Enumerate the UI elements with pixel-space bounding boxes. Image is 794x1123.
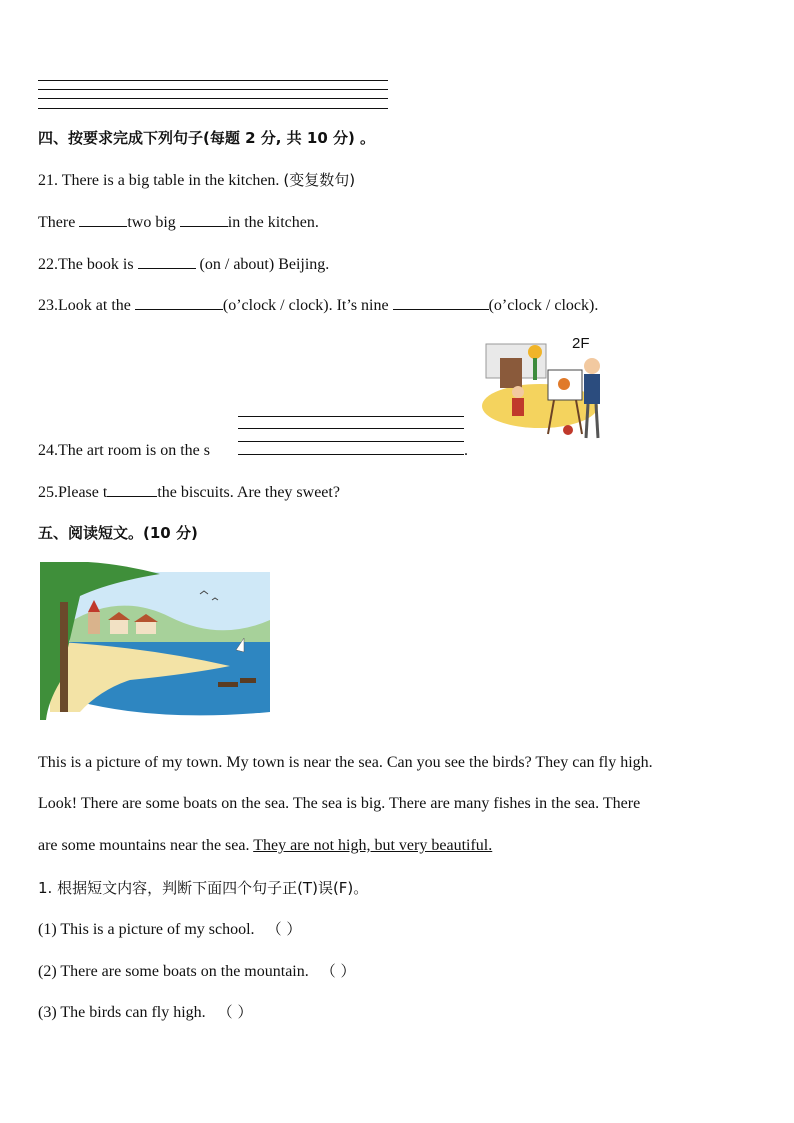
answer-text: There — [38, 214, 80, 231]
question-21-number: 21 — [38, 172, 54, 189]
writing-line — [38, 98, 388, 99]
writing-line — [238, 416, 464, 417]
question-text: 23.Look at the — [38, 297, 135, 314]
answer-text: two big — [127, 214, 180, 231]
writing-line — [38, 108, 388, 109]
task-instruction — [38, 878, 368, 899]
task-text: 1. 根据短文内容，判断下面四个句子正(T)误(F)。 — [38, 879, 369, 897]
underlined-sentence: They are not high, but very beautiful. — [253, 837, 493, 854]
answer-text: in the kitchen. — [227, 214, 319, 231]
writing-line — [38, 89, 388, 90]
question-text: (o’clock / clock). — [488, 297, 599, 314]
answer-blank[interactable] — [393, 295, 489, 310]
writing-line — [238, 454, 464, 455]
question-text: the biscuits. Are they sweet? — [157, 484, 340, 501]
answer-blank[interactable] — [135, 295, 223, 310]
answer-parentheses[interactable]: （ ） — [217, 1003, 253, 1021]
item-text: (2) There are some boats on the mountain. — [38, 963, 309, 980]
art-room-illustration — [478, 334, 612, 454]
question-21 — [38, 170, 355, 191]
answer-parentheses[interactable]: （ ） — [320, 962, 356, 980]
question-21-hint: (变复数句) — [283, 171, 356, 189]
true-false-item — [38, 961, 356, 982]
answer-blank[interactable] — [79, 212, 127, 227]
passage-line — [38, 836, 492, 856]
town-seaside-illustration — [40, 562, 278, 724]
passage-line: This is a picture of my town. My town is near the sea. Can you see the birds? They can fly high. — [38, 754, 653, 771]
true-false-item — [38, 1002, 252, 1023]
section4-title: 四、按要求完成下列句子(每题 2 分, 共 10 分) 。 — [38, 129, 376, 147]
question-21-answer — [38, 212, 319, 233]
question-text: 24.The art room is on the s — [38, 442, 210, 459]
question-24-end: . — [464, 442, 468, 459]
answer-blank[interactable] — [107, 482, 157, 497]
answer-blank[interactable] — [138, 254, 196, 269]
item-text: (3) The birds can fly high. — [38, 1004, 206, 1021]
question-23 — [38, 295, 598, 316]
item-text: (1) This is a picture of my school. — [38, 921, 255, 938]
writing-line — [238, 428, 464, 429]
question-25 — [38, 482, 340, 503]
passage-line: Look! There are some boats on the sea. The sea is big. There are many fishes in the sea. There — [38, 795, 641, 812]
question-text: 22.The book is — [38, 256, 138, 273]
floor-label: 2F — [572, 335, 590, 352]
question-21-text: . There is a big table in the kitchen. — [54, 172, 284, 189]
section5-title: 五、阅读短文。(10 分) — [38, 524, 198, 542]
question-22 — [38, 254, 329, 275]
true-false-item — [38, 919, 301, 940]
answer-parentheses[interactable]: （ ） — [266, 920, 302, 938]
question-24 — [38, 441, 210, 461]
writing-line — [38, 80, 388, 81]
question-text: 25.Please t — [38, 484, 108, 501]
answer-blank[interactable] — [180, 212, 228, 227]
passage-text: are some mountains near the sea. — [38, 837, 254, 854]
question-text: (on / about) Beijing. — [195, 256, 330, 273]
question-text: (o’clock / clock). It’s nine — [222, 297, 393, 314]
writing-line — [238, 441, 464, 442]
